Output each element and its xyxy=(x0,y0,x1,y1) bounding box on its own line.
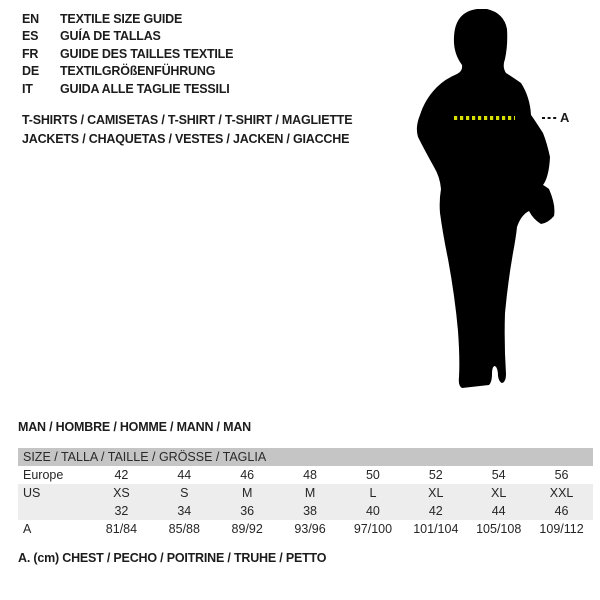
row-label xyxy=(18,502,90,520)
size-cell: S xyxy=(180,486,189,500)
language-code: ES xyxy=(22,29,39,44)
language-code: IT xyxy=(22,81,33,96)
size-cell: 54 xyxy=(491,468,506,482)
language-row xyxy=(22,81,233,98)
size-cell: M xyxy=(241,486,253,500)
section-title-man: MAN / HOMBRE / HOMME / MANN / MAN xyxy=(18,420,251,434)
language-row xyxy=(22,11,233,28)
size-table-header: SIZE / TALLA / TAILLE / GRÖSSE / TAGLIA xyxy=(18,448,593,466)
measure-a-label: A xyxy=(560,110,570,125)
size-cell: 52 xyxy=(428,468,443,482)
size-cell: 109/112 xyxy=(539,522,584,536)
size-cell: M xyxy=(304,486,316,500)
language-label: GUIDA ALLE TAGLIE TESSILI xyxy=(60,81,230,96)
size-cell: 56 xyxy=(554,468,569,482)
size-cell: 40 xyxy=(365,504,380,518)
language-label: GUIDE DES TAILLES TEXTILE xyxy=(60,46,234,61)
table-row-us xyxy=(18,484,593,502)
size-cell: 97/100 xyxy=(353,522,393,536)
table-row-alt-sizes xyxy=(18,502,593,520)
man-silhouette-shape xyxy=(417,9,555,388)
size-cell: 105/108 xyxy=(476,522,522,536)
language-list xyxy=(22,11,233,98)
language-code: EN xyxy=(22,12,39,26)
garment-line-tshirts: T-SHIRTS / CAMISETAS / T-SHIRT / T-SHIRT / MAGLIETTE xyxy=(22,113,353,127)
size-cell: 38 xyxy=(303,504,318,518)
size-cell: 46 xyxy=(240,468,255,482)
language-code: FR xyxy=(22,46,39,61)
man-silhouette xyxy=(403,5,575,395)
size-cell: L xyxy=(369,486,377,500)
language-label: TEXTILGRÖßENFÜHRUNG xyxy=(60,64,216,79)
size-cell: 42 xyxy=(114,468,129,482)
size-cell: XL xyxy=(428,486,444,500)
size-cell: XL xyxy=(491,486,507,500)
row-label: Europe xyxy=(23,468,64,482)
size-cell: 50 xyxy=(365,468,380,482)
size-cell: 93/96 xyxy=(294,522,326,536)
garment-line-jackets: JACKETS / CHAQUETAS / VESTES / JACKEN / GIACCHE xyxy=(22,132,350,146)
size-cell: 32 xyxy=(114,504,129,518)
size-cell: 34 xyxy=(177,504,192,518)
language-row xyxy=(22,28,233,45)
language-label: GUÍA DE TALLAS xyxy=(60,29,161,44)
size-cell: 89/92 xyxy=(231,522,263,536)
row-label: US xyxy=(23,486,41,500)
size-cell: 85/88 xyxy=(168,522,200,536)
size-cell: 48 xyxy=(303,468,318,482)
row-label: A xyxy=(23,522,32,536)
language-label: TEXTILE SIZE GUIDE xyxy=(60,12,183,26)
size-cell: XXL xyxy=(549,486,574,500)
language-code: DE xyxy=(22,64,39,79)
size-cell: 42 xyxy=(428,504,443,518)
language-row xyxy=(22,63,233,80)
size-cell: XS xyxy=(113,486,130,500)
size-cell: 36 xyxy=(240,504,255,518)
size-cell: 44 xyxy=(491,504,506,518)
size-cell: 46 xyxy=(554,504,569,518)
language-row xyxy=(22,46,233,63)
garment-types xyxy=(22,111,352,149)
table-row-europe xyxy=(18,466,593,484)
size-cell: 44 xyxy=(177,468,192,482)
size-cell: 101/104 xyxy=(413,522,459,536)
table-row-chest-a xyxy=(18,520,593,538)
size-table xyxy=(18,448,593,538)
size-cell: 81/84 xyxy=(105,522,138,536)
measurement-footnote: A. (cm) CHEST / PECHO / POITRINE / TRUHE / PETTO xyxy=(18,551,327,565)
